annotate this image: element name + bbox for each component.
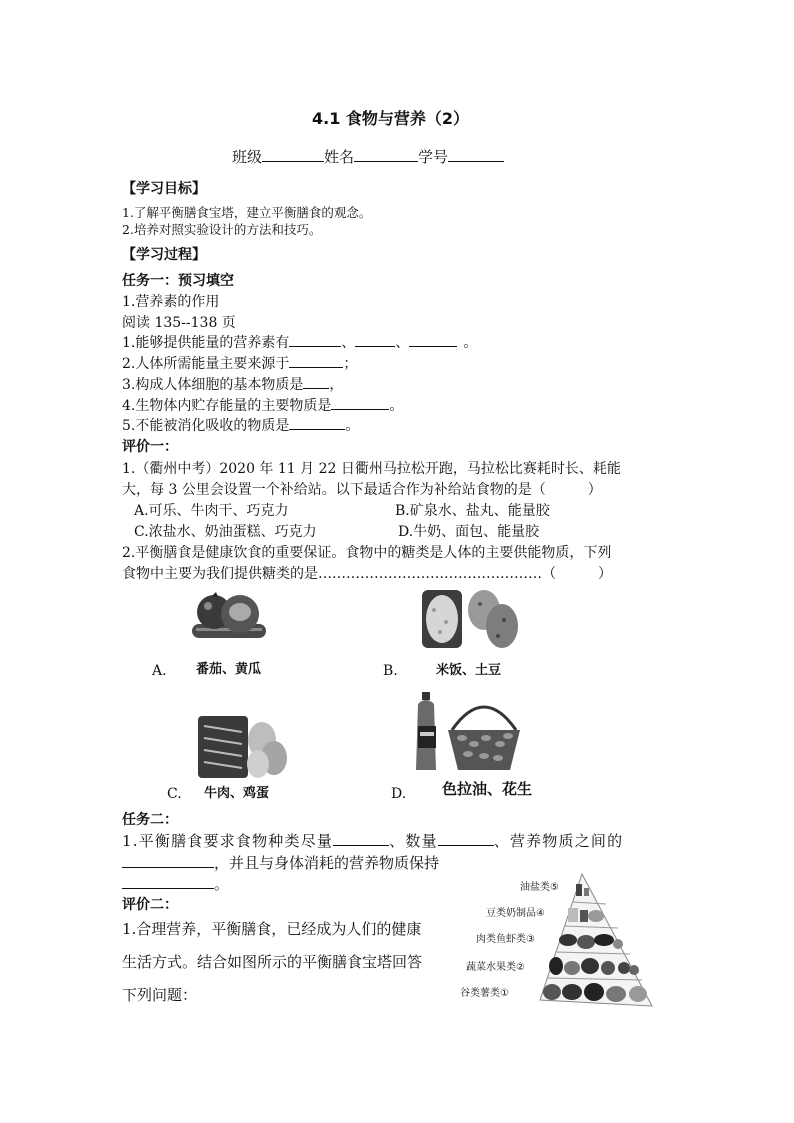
- q-text: 3.构成人体细胞的基本物质是: [122, 377, 304, 393]
- image-rice-potato[interactable]: [420, 586, 520, 660]
- answer-blank[interactable]: [438, 831, 494, 846]
- image-caption: 色拉油、花生: [442, 780, 533, 798]
- q-text: 、: [395, 335, 410, 351]
- task2-line: [122, 852, 439, 873]
- option-d[interactable]: D.牛奶、面包、能量胶: [398, 524, 540, 540]
- class-label: 班级: [232, 148, 263, 166]
- answer-blank[interactable]: [122, 853, 214, 868]
- q-text: 4.生物体内贮存能量的主要物质是: [122, 398, 332, 414]
- task2-heading: 任务二：: [122, 812, 178, 828]
- eval1-q1-line: 1.（衢州中考）2020 年 11 月 22 日衢州马拉松开跑，马拉松比赛耗时长、耗能: [122, 461, 621, 477]
- pyramid-level-label: 谷类薯类①: [460, 988, 509, 999]
- answer-blank[interactable]: [355, 332, 395, 347]
- image-caption: 番茄、黄瓜: [196, 662, 262, 677]
- name-blank[interactable]: [354, 147, 418, 162]
- id-blank[interactable]: [448, 147, 504, 162]
- q-text: 、: [341, 335, 356, 351]
- q-text: 1.能够提供能量的营养素有: [122, 335, 290, 351]
- task1-q5: [122, 415, 359, 435]
- answer-blank[interactable]: [289, 332, 341, 347]
- eval1-q1-line: 大，每 3 公里会设置一个补给站。以下最适合作为补给站食物的是（ ）: [122, 482, 602, 498]
- task1-read: 阅读 135--138 页: [122, 315, 236, 331]
- answer-blank[interactable]: [303, 374, 329, 389]
- option-c[interactable]: C.浓盐水、奶油蛋糕、巧克力: [134, 524, 317, 540]
- objective-item: 2.培养对照实验设计的方法和技巧。: [122, 222, 322, 237]
- food-pyramid: [456, 870, 656, 1015]
- eval1-q2-line: 2.平衡膳食是健康饮食的重要保证。食物中的糖类是人体的主要供能物质，下列: [122, 545, 612, 561]
- class-blank[interactable]: [262, 147, 324, 162]
- eval2-line: 1.合理营养，平衡膳食，已经成为人们的健康: [122, 920, 422, 938]
- q-text: ，并且与身体消耗的营养物质保持: [214, 854, 440, 872]
- page-title: 4.1 食物与营养（2）: [312, 109, 470, 128]
- eval2-heading: 评价二：: [122, 897, 178, 913]
- image-tomato-cucumber[interactable]: [190, 590, 270, 654]
- pyramid-level-label: 豆类奶制品④: [486, 908, 545, 919]
- pyramid-level-label: 肉类鱼虾类③: [476, 934, 535, 945]
- task1-q3: [122, 374, 343, 394]
- image-option-letter[interactable]: A.: [152, 663, 167, 679]
- answer-blank[interactable]: [331, 395, 389, 410]
- q-text: 。: [214, 875, 230, 893]
- answer-blank[interactable]: [122, 874, 214, 889]
- image-option-letter[interactable]: C.: [167, 786, 182, 802]
- answer-blank[interactable]: [289, 353, 343, 368]
- q-text: 。: [463, 335, 478, 351]
- q-text: 。: [345, 418, 360, 434]
- task1-q1: [122, 332, 477, 352]
- q-text: 、营养物质之间的: [493, 832, 624, 850]
- task2-line: [122, 873, 229, 894]
- q-text: ；: [343, 356, 358, 372]
- pyramid-level-label: 油盐类⑤: [520, 882, 559, 893]
- task1-q4: [122, 395, 403, 415]
- q-text: 2.人体所需能量主要来源于: [122, 356, 290, 372]
- id-label: 学号: [418, 148, 449, 166]
- q-text: 5.不能被消化吸收的物质是: [122, 418, 290, 434]
- q-text: 、数量: [389, 832, 438, 850]
- option-b[interactable]: B.矿泉水、盐丸、能量胶: [395, 503, 550, 519]
- eval1-heading: 评价一：: [122, 439, 178, 455]
- task2-line: [122, 830, 623, 851]
- student-info-line: [232, 146, 504, 167]
- task1-heading: 任务一：预习填空: [122, 273, 234, 289]
- task1-q2: [122, 353, 357, 373]
- image-caption: 牛肉、鸡蛋: [204, 786, 270, 801]
- objective-item: 1.了解平衡膳食宝塔，建立平衡膳食的观念。: [122, 205, 372, 220]
- image-beef-eggs[interactable]: [196, 712, 288, 786]
- image-oil-peanuts[interactable]: [414, 690, 524, 776]
- image-option-letter[interactable]: B.: [383, 663, 398, 679]
- objectives-heading: 【学习目标】: [122, 181, 206, 197]
- answer-blank[interactable]: [333, 831, 389, 846]
- eval1-q2-line: 食物中主要为我们提供糖类的是…………………………………………（ ）: [122, 566, 612, 582]
- answer-blank[interactable]: [409, 332, 457, 347]
- process-heading: 【学习过程】: [122, 247, 206, 263]
- eval2-line: 生活方式。结合如图所示的平衡膳食宝塔回答: [122, 953, 423, 971]
- pyramid-level-label: 蔬菜水果类②: [466, 962, 525, 973]
- q-text: ，: [329, 377, 344, 393]
- task1-sub: 1.营养素的作用: [122, 294, 220, 310]
- image-caption: 米饭、土豆: [436, 663, 502, 678]
- q-text: 。: [389, 398, 404, 414]
- image-option-letter[interactable]: D.: [391, 786, 407, 802]
- eval2-line: 下列问题：: [122, 986, 198, 1004]
- name-label: 姓名: [324, 148, 355, 166]
- answer-blank[interactable]: [289, 415, 345, 430]
- q-text: 1.平衡膳食要求食物种类尽量: [122, 832, 334, 850]
- option-a[interactable]: A.可乐、牛肉干、巧克力: [134, 503, 289, 519]
